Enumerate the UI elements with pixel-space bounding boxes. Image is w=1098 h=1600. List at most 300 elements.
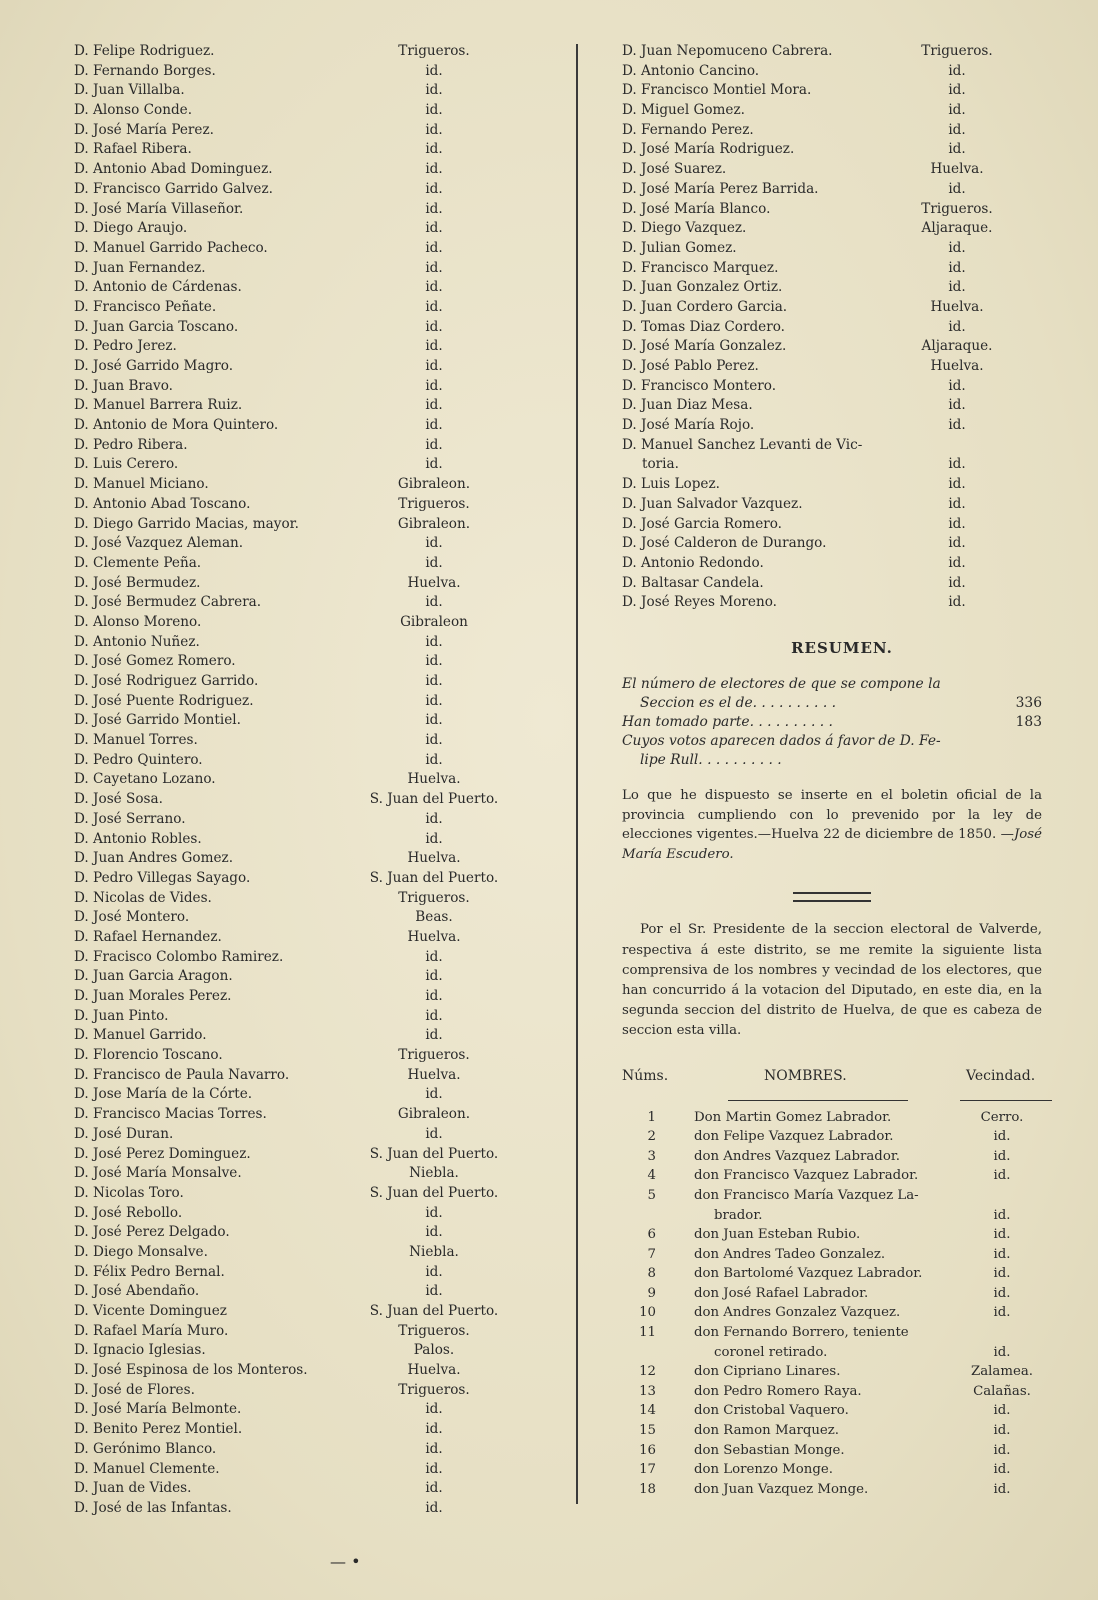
- second-notice: Por el Sr. Presidente de la seccion electoral de Valverde, respectiva á este distrito, se me remite la siguiente lista comprensiva de los nombres y vecindad de los electores, que han concurrido á la votacion del Diputado, en este dia, en la segunda seccion del distrito de Huelva, de que es cabeza de seccion esta villa.: [622, 922, 1042, 1039]
- row-vecindad: id.: [993, 1423, 1011, 1439]
- elector-name: D. Luis Cerero.: [74, 456, 179, 473]
- list-item: [74, 849, 544, 869]
- list-item: [74, 318, 544, 338]
- row-name: don Francisco María Vazquez La-: [694, 1187, 919, 1203]
- elector-name: D. José Bermudez.: [74, 574, 201, 591]
- elector-name: D. José María Villaseñor.: [74, 200, 244, 217]
- elector-residence: S. Juan del Puerto.: [369, 1145, 499, 1162]
- elector-name: D. José María Perez.: [74, 121, 214, 138]
- elector-residence: id.: [425, 1421, 443, 1438]
- list-item: [74, 672, 544, 692]
- list-item: [622, 436, 1042, 456]
- elector-name: D. Manuel Miciano.: [74, 476, 209, 493]
- elector-name: D. José María Belmonte.: [74, 1401, 242, 1418]
- electors-count: 336: [1015, 694, 1042, 711]
- list-item: [74, 948, 544, 968]
- elector-residence: id.: [948, 239, 966, 256]
- table-row: [622, 1206, 1042, 1226]
- elector-name: D. Felipe Rodriguez.: [74, 43, 215, 59]
- row-vecindad: id.: [993, 1227, 1011, 1243]
- participants-count: 183: [1015, 713, 1042, 730]
- elector-name: D. Félix Pedro Bernal.: [74, 1263, 225, 1280]
- elector-residence: id.: [948, 397, 966, 414]
- list-item: [622, 455, 1042, 475]
- row-name: Don Martin Gomez Labrador.: [694, 1109, 892, 1125]
- elector-name: D. José María Rodriguez.: [622, 141, 795, 158]
- row-name: don Lorenzo Monge.: [694, 1462, 833, 1478]
- elector-residence: id.: [425, 594, 443, 611]
- right-elector-list: [622, 42, 1042, 613]
- table-header: [622, 1062, 1042, 1092]
- elector-name: D. Francisco Montero.: [622, 377, 777, 394]
- header-vecindad: Vecindad.: [966, 1067, 1036, 1084]
- row-vecindad: id.: [993, 1403, 1011, 1419]
- elector-name: D. Cayetano Lozano.: [74, 771, 216, 788]
- elector-residence: Huelva.: [407, 1066, 461, 1083]
- elector-name: D. José Rebollo.: [74, 1204, 183, 1221]
- elector-residence: Gibraleon.: [397, 476, 471, 493]
- list-item: [74, 1066, 544, 1086]
- header-underline: [960, 1100, 1052, 1101]
- elector-residence: Trigueros.: [398, 889, 470, 906]
- elector-name: D. José María Monsalve.: [74, 1165, 242, 1182]
- elector-residence: Aljaraque.: [921, 338, 993, 355]
- list-item: [74, 101, 544, 121]
- elector-residence: Trigueros.: [398, 1381, 470, 1398]
- row-number: 2: [647, 1129, 656, 1145]
- elector-name: D. José Sosa.: [74, 791, 163, 808]
- elector-residence: id.: [425, 1401, 443, 1418]
- elector-name: D. Fernando Borges.: [74, 62, 216, 79]
- list-item: [74, 140, 544, 160]
- row-vecindad: id.: [993, 1148, 1011, 1164]
- elector-name: D. Nicolas Toro.: [74, 1184, 184, 1201]
- row-name: coronel retirado.: [714, 1344, 828, 1360]
- list-item: [74, 1085, 544, 1105]
- list-item: [74, 1361, 544, 1381]
- elector-residence: id.: [425, 732, 443, 749]
- row-name: don Bartolomé Vazquez Labrador.: [694, 1266, 923, 1282]
- elector-name: D. Pedro Quintero.: [74, 751, 203, 768]
- elector-residence: id.: [948, 495, 966, 512]
- elector-name: D. Manuel Garrido Pacheco.: [74, 239, 268, 256]
- list-item: [74, 259, 544, 279]
- table-row: [622, 1127, 1042, 1147]
- row-number: 12: [639, 1364, 656, 1380]
- leader-dots: . . . . . . . . .: [702, 751, 782, 768]
- list-item: [74, 987, 544, 1007]
- list-item: [622, 534, 1042, 554]
- list-item: [622, 160, 1042, 180]
- elector-residence: Trigueros.: [398, 1322, 470, 1339]
- list-item: [74, 613, 544, 633]
- elector-residence: Gibraleon.: [397, 515, 471, 532]
- elector-residence: id.: [425, 417, 443, 434]
- elector-residence: id.: [425, 535, 443, 552]
- table-row: [622, 1362, 1042, 1382]
- list-item: [74, 475, 544, 495]
- left-elector-list: [74, 42, 544, 1519]
- row-name: don Sebastian Monge.: [694, 1442, 845, 1458]
- list-item: [74, 515, 544, 535]
- elector-name: D. Benito Perez Montiel.: [74, 1421, 243, 1438]
- elector-residence: S. Juan del Puerto.: [369, 869, 499, 886]
- elector-name: D. José Serrano.: [74, 810, 186, 827]
- elector-residence: Huelva.: [407, 771, 461, 788]
- list-item: [74, 593, 544, 613]
- elector-name: D. Manuel Clemente.: [74, 1460, 220, 1477]
- elector-residence: id.: [425, 436, 443, 453]
- elector-residence: id.: [948, 180, 966, 197]
- row-number: 11: [639, 1325, 656, 1341]
- elector-residence: id.: [425, 968, 443, 985]
- elector-residence: id.: [948, 554, 966, 571]
- list-item: [74, 790, 544, 810]
- elector-residence: id.: [425, 1460, 443, 1477]
- elector-residence: id.: [425, 397, 443, 414]
- elector-residence: id.: [948, 82, 966, 99]
- elector-residence: Huelva.: [930, 358, 984, 374]
- elector-residence: Aljaraque.: [921, 220, 993, 237]
- elector-residence: id.: [425, 1499, 443, 1516]
- elector-name: D. Francisco Garrido Galvez.: [74, 180, 273, 197]
- table-row: [622, 1166, 1042, 1186]
- elector-name: D. José Garrido Magro.: [74, 358, 234, 374]
- elector-residence: id.: [948, 279, 966, 296]
- elector-residence: id.: [425, 988, 443, 1004]
- elector-residence: id.: [425, 102, 443, 119]
- elector-name: D. Luis Lopez.: [622, 476, 720, 493]
- list-item: [74, 967, 544, 987]
- row-name: don Cipriano Linares.: [694, 1364, 841, 1380]
- elector-residence: id.: [948, 102, 966, 119]
- row-number: 9: [647, 1285, 656, 1301]
- list-item: [74, 1381, 544, 1401]
- elector-residence: Niebla.: [409, 1165, 459, 1182]
- list-item: [622, 121, 1042, 141]
- signature: —José María Escudero.: [622, 827, 1042, 862]
- row-name: don Francisco Vazquez Labrador.: [694, 1168, 919, 1184]
- elector-name: toria.: [642, 456, 679, 473]
- header-num: Núms.: [622, 1067, 669, 1084]
- list-item: [622, 593, 1042, 613]
- list-item: [622, 377, 1042, 397]
- row-name: don Juan Esteban Rubio.: [694, 1227, 861, 1243]
- row-number: 10: [639, 1305, 656, 1321]
- list-item: [622, 42, 1042, 62]
- row-name: don Cristobal Vaquero.: [694, 1403, 849, 1419]
- table-row: [622, 1343, 1042, 1363]
- resumen-line: [622, 732, 1042, 751]
- elector-residence: Gibraleon.: [397, 1106, 471, 1123]
- elector-name: D. Nicolas de Vides.: [74, 889, 212, 906]
- list-item: [74, 298, 544, 318]
- elector-name: D. Juan Morales Perez.: [74, 988, 232, 1004]
- table-row: [622, 1303, 1042, 1323]
- row-vecindad: id.: [993, 1246, 1011, 1262]
- row-number: 16: [639, 1442, 656, 1458]
- elector-residence: id.: [425, 751, 443, 768]
- list-item: [74, 770, 544, 790]
- list-item: [74, 1007, 544, 1027]
- elector-residence: id.: [425, 220, 443, 237]
- list-item: [74, 692, 544, 712]
- elector-name: D. Juan Salvador Vazquez.: [622, 495, 803, 512]
- row-vecindad: id.: [993, 1266, 1011, 1282]
- elector-name: D. Gerónimo Blanco.: [74, 1440, 217, 1457]
- row-vecindad: Cerro.: [980, 1109, 1024, 1125]
- table-row: [622, 1421, 1042, 1441]
- row-name: don Ramon Marquez.: [694, 1423, 840, 1439]
- row-number: 17: [639, 1462, 656, 1478]
- list-item: [74, 928, 544, 948]
- table-row: [622, 1480, 1042, 1500]
- list-item: [74, 62, 544, 82]
- elector-residence: id.: [425, 1263, 443, 1280]
- elector-name: D. José Garcia Romero.: [622, 515, 782, 532]
- elector-residence: Gibraleon: [400, 613, 468, 630]
- elector-name: D. Antonio Nuñez.: [74, 633, 200, 650]
- elector-name: D. Antonio Cancino.: [622, 62, 760, 79]
- elector-residence: id.: [425, 1283, 443, 1300]
- elector-name: D. José María Perez Barrida.: [622, 180, 819, 197]
- list-item: [74, 1184, 544, 1204]
- table-row: [622, 1382, 1042, 1402]
- list-item: [622, 62, 1042, 82]
- resumen-line: [622, 694, 1042, 713]
- list-item: [74, 574, 544, 594]
- elector-name: D. José Gomez Romero.: [74, 653, 236, 670]
- elector-residence: id.: [948, 62, 966, 79]
- elector-residence: id.: [948, 594, 966, 611]
- footer-mark: — •: [330, 1552, 361, 1571]
- row-number: 18: [639, 1481, 656, 1497]
- elector-name: D. Rafael Ribera.: [74, 141, 192, 158]
- elector-residence: Huelva.: [930, 161, 984, 178]
- row-number: 15: [639, 1423, 656, 1439]
- elector-name: D. Rafael María Muro.: [74, 1322, 229, 1339]
- elector-residence: Huelva.: [930, 298, 984, 315]
- list-item: [622, 140, 1042, 160]
- elector-residence: id.: [425, 180, 443, 197]
- elector-name: D. Tomas Diaz Cordero.: [622, 318, 785, 335]
- elector-residence: id.: [425, 673, 443, 689]
- elector-name: D. Pedro Jerez.: [74, 338, 177, 355]
- elector-name: D. José Vazquez Aleman.: [74, 535, 244, 552]
- elector-residence: S. Juan del Puerto.: [369, 791, 499, 808]
- elector-name: D. Francisco Montiel Mora.: [622, 82, 812, 99]
- list-item: [622, 396, 1042, 416]
- row-vecindad: id.: [993, 1285, 1011, 1301]
- elector-name: D. José de Flores.: [74, 1381, 195, 1398]
- list-item: [74, 436, 544, 456]
- resumen-text: El número de electores de que se compone la: [622, 675, 941, 692]
- elector-residence: id.: [425, 830, 443, 847]
- resumen-text: Seccion es el de.: [640, 694, 758, 711]
- elector-residence: Palos.: [413, 1342, 455, 1359]
- elector-residence: id.: [425, 1007, 443, 1024]
- elector-name: D. José Garrido Montiel.: [74, 712, 241, 729]
- table-row: [622, 1441, 1042, 1461]
- resumen-line: [622, 713, 1042, 732]
- elector-residence: id.: [425, 239, 443, 256]
- row-vecindad: id.: [993, 1462, 1011, 1478]
- row-vecindad: id.: [993, 1442, 1011, 1458]
- list-item: [622, 554, 1042, 574]
- row-name: don Andres Gonzalez Vazquez.: [694, 1305, 901, 1321]
- table-row: [622, 1460, 1042, 1480]
- elector-residence: id.: [425, 358, 443, 374]
- list-item: [622, 574, 1042, 594]
- list-item: [74, 731, 544, 751]
- elector-residence: id.: [425, 554, 443, 571]
- elector-name: D. Diego Araujo.: [74, 220, 188, 237]
- elector-name: D. Antonio de Cárdenas.: [74, 279, 242, 296]
- elector-name: D. José Puente Rodriguez.: [74, 692, 254, 709]
- row-name: don Andres Vazquez Labrador.: [694, 1148, 900, 1164]
- elector-name: D. José de las Infantas.: [74, 1499, 232, 1516]
- list-item: [74, 1223, 544, 1243]
- elector-name: D. Manuel Torres.: [74, 732, 198, 749]
- elector-name: D. Rafael Hernandez.: [74, 928, 222, 945]
- list-item: [74, 219, 544, 239]
- table-row: [622, 1264, 1042, 1284]
- row-name: don Andres Tadeo Gonzalez.: [694, 1246, 886, 1262]
- elector-name: D. Fracisco Colombo Ramirez.: [74, 948, 284, 965]
- resumen-text: Han tomado parte.: [622, 713, 754, 730]
- list-item: [74, 830, 544, 850]
- list-item: [74, 1440, 544, 1460]
- elector-name: D. Francisco Macias Torres.: [74, 1106, 267, 1123]
- elector-name: D. Diego Vazquez.: [622, 220, 747, 237]
- resumen-title: RESUMEN.: [791, 638, 893, 657]
- elector-residence: id.: [425, 161, 443, 178]
- resumen-text: Cuyos votos aparecen dados á favor de D. Fe-: [622, 732, 941, 749]
- elector-residence: Trigueros.: [398, 495, 470, 512]
- elector-name: D. Juan Bravo.: [74, 377, 173, 394]
- elector-residence: id.: [425, 1224, 443, 1241]
- elector-name: D. Diego Monsalve.: [74, 1243, 208, 1260]
- list-item: [622, 337, 1042, 357]
- elector-name: D. José Espinosa de los Monteros.: [74, 1362, 308, 1379]
- elector-residence: S. Juan del Puerto.: [369, 1303, 499, 1319]
- list-item: [74, 1105, 544, 1125]
- list-item: [622, 259, 1042, 279]
- elector-name: D. Antonio Robles.: [74, 830, 202, 847]
- elector-residence: id.: [948, 417, 966, 434]
- elector-name: D. Miguel Gomez.: [622, 102, 745, 119]
- row-vecindad: id.: [993, 1481, 1011, 1497]
- row-number: 7: [647, 1246, 656, 1262]
- elector-name: D. José María Rojo.: [622, 417, 755, 434]
- elector-name: D. Diego Garrido Macias, mayor.: [74, 515, 299, 532]
- elector-residence: id.: [425, 259, 443, 276]
- list-item: [74, 1302, 544, 1322]
- elector-name: D. Juan Diaz Mesa.: [622, 397, 753, 414]
- elector-residence: id.: [425, 633, 443, 650]
- elector-residence: S. Juan del Puerto.: [369, 1184, 499, 1201]
- list-item: [74, 1322, 544, 1342]
- table-row: [622, 1147, 1042, 1167]
- elector-residence: Huelva.: [407, 574, 461, 591]
- elector-residence: id.: [948, 535, 966, 552]
- list-item: [74, 1499, 544, 1519]
- elector-residence: id.: [425, 318, 443, 335]
- elector-residence: id.: [425, 1027, 443, 1044]
- list-item: [74, 1400, 544, 1420]
- list-item: [622, 357, 1042, 377]
- elector-residence: Huelva.: [407, 928, 461, 945]
- elector-residence: id.: [948, 377, 966, 394]
- elector-residence: id.: [425, 810, 443, 827]
- elector-name: D. Francisco de Paula Navarro.: [74, 1066, 290, 1083]
- paragraph-text: Lo que he dispuesto se inserte en el boletin oficial de la provincia cumpliendo con lo prevenido por la ley de elecciones vigentes.—Huelva 22 de diciembre de 1850.: [622, 787, 1042, 843]
- table-row: [622, 1284, 1042, 1304]
- row-number: 4: [647, 1168, 656, 1184]
- elector-name: D. Juan Gonzalez Ortiz.: [622, 279, 783, 296]
- elector-residence: id.: [425, 456, 443, 473]
- resumen-text: lipe Rull.: [640, 751, 703, 768]
- elector-name: D. José María Blanco.: [622, 200, 771, 217]
- table-row: [622, 1225, 1042, 1245]
- elector-name: D. Florencio Toscano.: [74, 1047, 223, 1064]
- row-vecindad: id.: [993, 1305, 1011, 1321]
- elector-name: D. Pedro Ribera.: [74, 436, 188, 453]
- list-item: [622, 101, 1042, 121]
- elector-residence: id.: [425, 948, 443, 965]
- row-number: 13: [639, 1383, 656, 1399]
- list-item: [74, 160, 544, 180]
- elector-name: D. Francisco Marquez.: [622, 259, 779, 276]
- elector-name: D. Fernando Perez.: [622, 121, 754, 138]
- elector-residence: id.: [425, 653, 443, 670]
- elector-name: D. José Rodriguez Garrido.: [74, 673, 259, 689]
- elector-name: D. Antonio Abad Dominguez.: [74, 161, 273, 178]
- elector-residence: id.: [948, 318, 966, 335]
- elector-name: D. Manuel Barrera Ruiz.: [74, 397, 243, 414]
- elector-name: D. José Bermudez Cabrera.: [74, 594, 262, 611]
- list-item: [74, 633, 544, 653]
- list-item: [74, 200, 544, 220]
- elector-name: D. Juan de Vides.: [74, 1480, 192, 1497]
- elector-residence: id.: [425, 692, 443, 709]
- list-item: [622, 416, 1042, 436]
- row-name: don Fernando Borrero, teniente: [694, 1325, 909, 1341]
- list-item: [74, 1460, 544, 1480]
- elector-residence: id.: [425, 377, 443, 394]
- elector-residence: id.: [425, 200, 443, 217]
- elector-residence: Huelva.: [407, 850, 461, 867]
- list-item: [74, 81, 544, 101]
- list-item: [74, 1282, 544, 1302]
- elector-residence: id.: [425, 712, 443, 729]
- elector-name: D. Clemente Peña.: [74, 554, 202, 571]
- header-names: NOMBRES.: [764, 1067, 847, 1084]
- right-column: [622, 42, 1042, 1499]
- row-number: 6: [647, 1227, 656, 1243]
- section-ornament: [793, 892, 871, 902]
- list-item: [74, 495, 544, 515]
- elector-name: D. Baltasar Candela.: [622, 574, 764, 591]
- elector-residence: id.: [425, 338, 443, 355]
- elector-residence: Beas.: [415, 909, 453, 926]
- table-row: [622, 1245, 1042, 1265]
- elector-residence: id.: [425, 1086, 443, 1103]
- elector-name: D. José Abendaño.: [74, 1283, 200, 1300]
- row-vecindad: id.: [993, 1129, 1011, 1145]
- elector-residence: id.: [948, 141, 966, 158]
- elector-residence: Trigueros.: [398, 43, 470, 59]
